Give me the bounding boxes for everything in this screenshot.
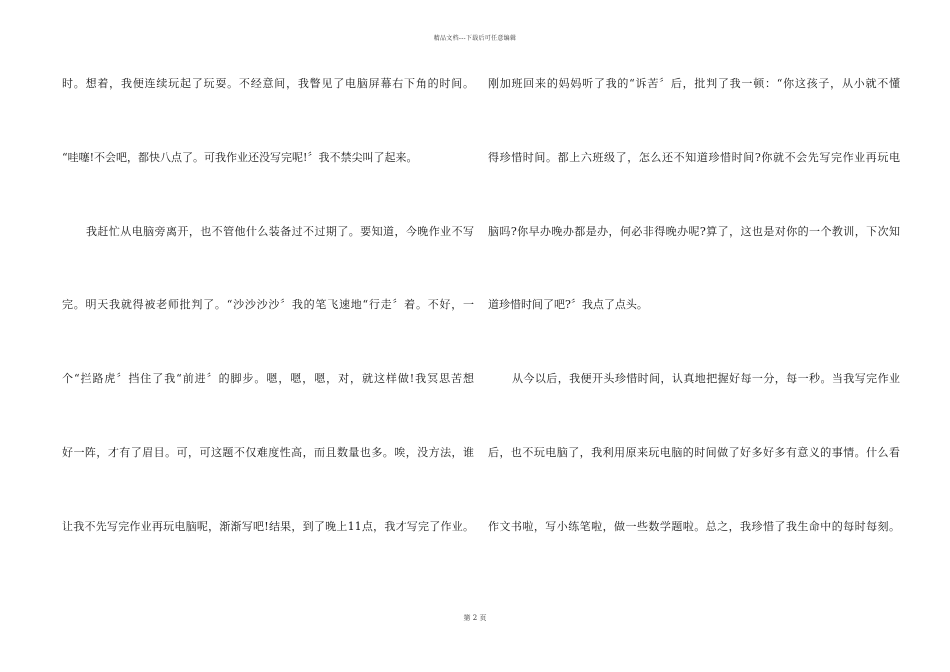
text-line: 完。明天我就得被老师批判了。“沙沙沙沙〞我的笔飞速地“行走〞着。不好，一	[62, 298, 474, 311]
text-line: 道珍惜时间了吧?〞我点了点头。	[488, 298, 648, 311]
text-line: 后，也不玩电脑了，我利用原来玩电脑的时间做了好多好多有意义的事情。什么看	[488, 446, 900, 459]
text-line: 好一阵，才有了眉目。可，可这题不仅难度性高，而且数量也多。唉，没方法，谁	[62, 446, 474, 459]
text-line: 刚加班回来的妈妈听了我的“诉苦〞后，批判了我一顿：“你这孩子，从小就不懂	[488, 77, 900, 90]
text-line: 时。想着，我便连续玩起了玩耍。不经意间，我瞥见了电脑屏幕右下角的时间。	[62, 77, 474, 90]
page-header: 精品文档---下载后可任意编辑	[433, 35, 517, 42]
text-line: 从今以后，我便开头珍惜时间，认真地把握好每一分，每一秒。当我写完作业	[512, 372, 900, 385]
text-line: 个“拦路虎〞挡住了我“前进〞的脚步。嗯，嗯，嗯，对，就这样做!我冥思苦想	[62, 372, 474, 385]
text-line: 作文书啦，写小练笔啦，做一些数学题啦。总之，我珍惜了我生命中的每时每刻。	[488, 520, 900, 533]
text-line: 让我不先写完作业再玩电脑呢，渐渐写吧!结果，到了晚上11点，我才写完了作业。	[62, 520, 474, 533]
text-line: “哇噻!不会吧，都快八点了。可我作业还没写完呢!〞我不禁尖叫了起来。	[62, 151, 418, 164]
text-line: 得珍惜时间。都上六班级了，怎么还不知道珍惜时间?你就不会先写完作业再玩电	[488, 151, 900, 164]
page-number: 第 2 页	[463, 614, 487, 622]
text-line: 我赶忙从电脑旁离开，也不管他什么装备过不过期了。要知道，今晚作业不写	[86, 225, 474, 238]
text-line: 脑吗?你早办晚办都是办，何必非得晚办呢?算了，这也是对你的一个教训，下次知	[488, 225, 900, 238]
